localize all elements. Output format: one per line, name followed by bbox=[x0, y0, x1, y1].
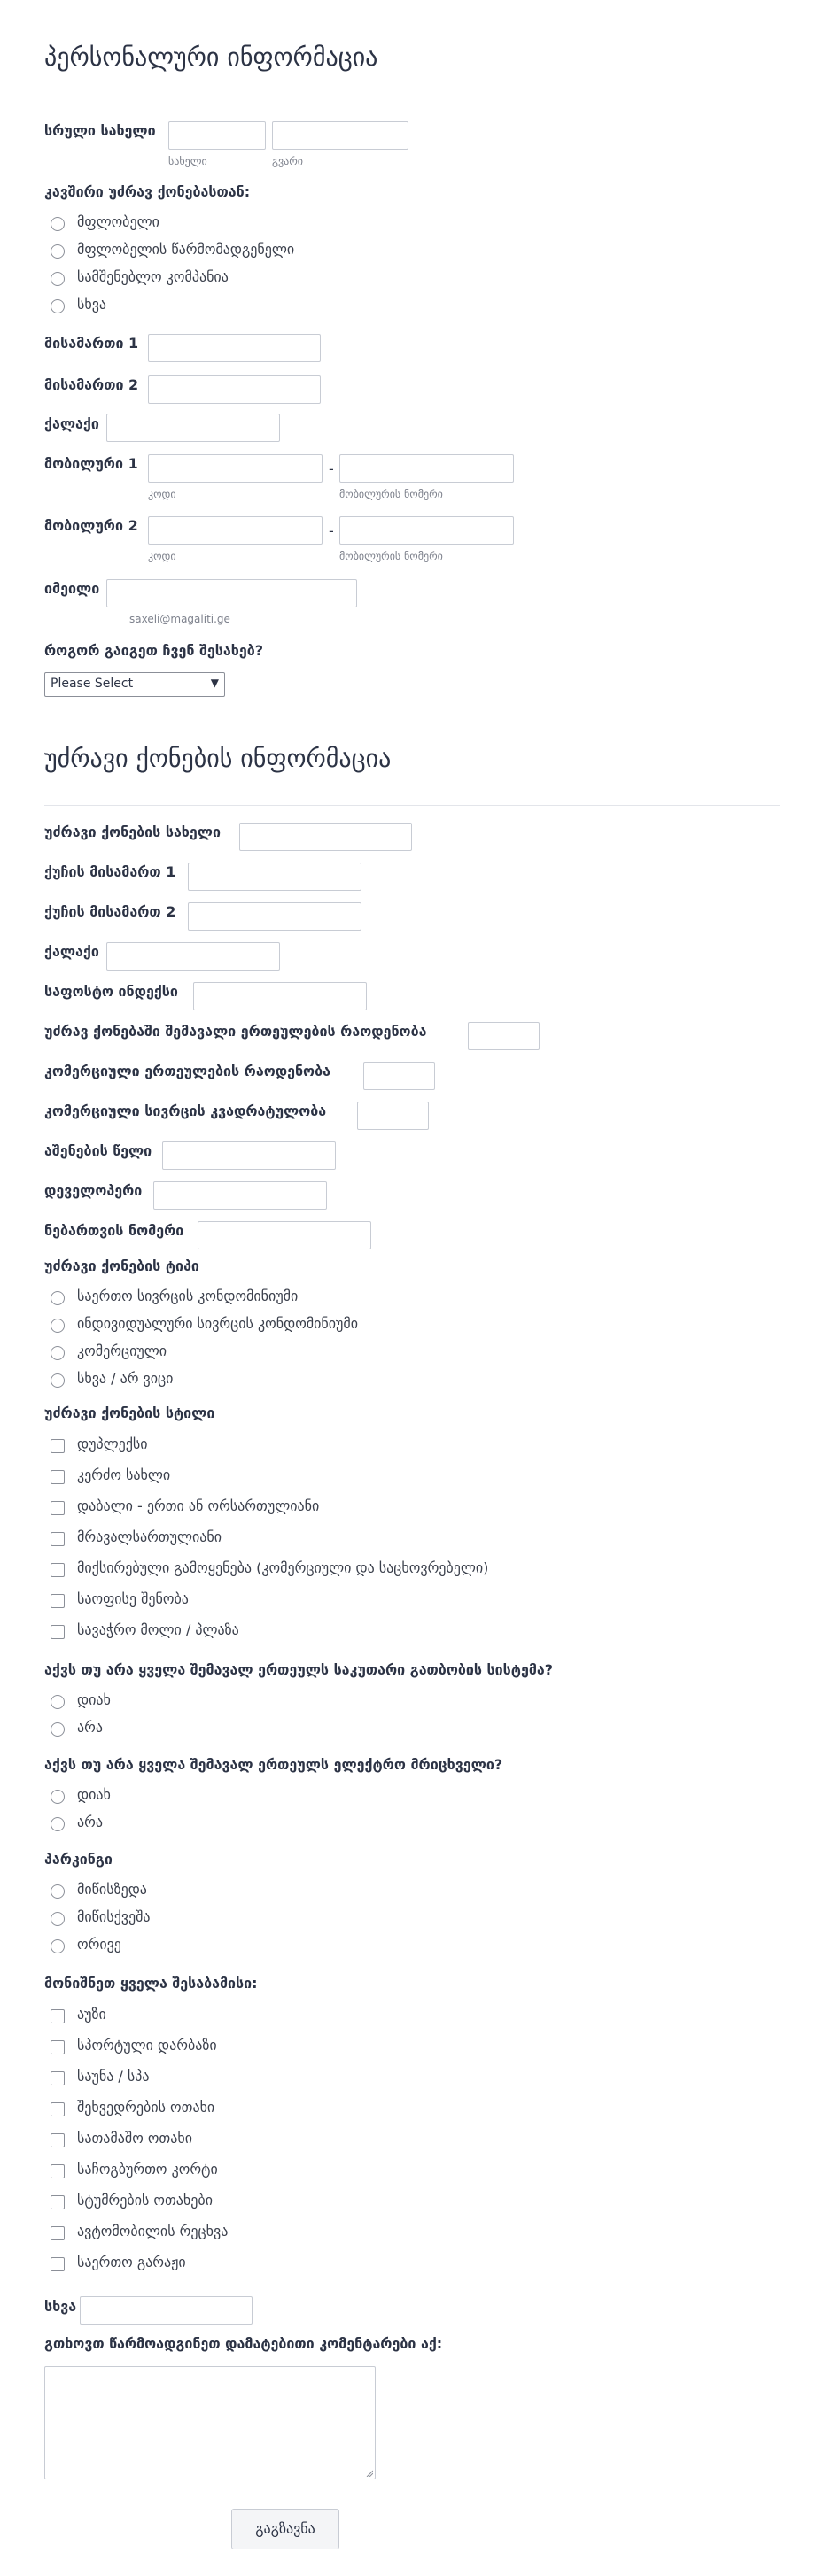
address2-label: მისამართი 2 bbox=[44, 376, 139, 393]
resize-grip-icon[interactable] bbox=[366, 2470, 373, 2477]
relation-radio-construction[interactable] bbox=[51, 272, 65, 286]
parking-radio-both[interactable] bbox=[51, 1939, 65, 1953]
last-name-sublabel: გვარი bbox=[272, 155, 303, 167]
street1-input[interactable] bbox=[188, 863, 361, 891]
type-radio-other[interactable] bbox=[51, 1373, 65, 1388]
city-label: ქალაქი bbox=[44, 415, 99, 432]
amenity-option-label: სათამაშო ოთახი bbox=[77, 2130, 193, 2147]
relation-radio-other[interactable] bbox=[51, 299, 65, 313]
parking-radio-under[interactable] bbox=[51, 1912, 65, 1926]
section-divider bbox=[44, 805, 780, 806]
mobile2-label: მობილური 2 bbox=[44, 517, 138, 534]
amenities-question: მონიშნეთ ყველა შესაბამისი: bbox=[44, 1975, 258, 1992]
mobile1-code-input[interactable] bbox=[148, 454, 323, 483]
type-radio-shared[interactable] bbox=[51, 1291, 65, 1305]
postal-input[interactable] bbox=[193, 982, 367, 1010]
commercial-units-input[interactable] bbox=[363, 1062, 435, 1090]
full-name-label: სრული სახელი bbox=[44, 122, 156, 139]
amenity-checkbox-meeting[interactable] bbox=[51, 2102, 65, 2116]
style-option-label: სავაჭრო მოლი / პლაზა bbox=[77, 1621, 239, 1638]
amenity-checkbox-gym[interactable] bbox=[51, 2040, 65, 2054]
amenity-option-label: შეხვედრების ოთახი bbox=[77, 2099, 215, 2116]
amenity-checkbox-tennis[interactable] bbox=[51, 2164, 65, 2178]
mobile1-label: მობილური 1 bbox=[44, 455, 138, 472]
amenity-option-label: სპორტული დარბაზი bbox=[77, 2037, 217, 2054]
permit-label: ნებართვის ნომერი bbox=[44, 1222, 184, 1239]
year-input[interactable] bbox=[162, 1141, 336, 1170]
street2-input[interactable] bbox=[188, 902, 361, 931]
mobile1-code-sublabel: კოდი bbox=[148, 488, 176, 500]
street2-label: ქუჩის მისამართ 2 bbox=[44, 903, 176, 920]
hear-select-value: Please Select bbox=[51, 677, 134, 691]
type-option-label: სხვა / არ ვიცი bbox=[77, 1370, 174, 1387]
postal-label: საფოსტო ინდექსი bbox=[44, 983, 178, 1000]
property-city-label: ქალაქი bbox=[44, 943, 99, 960]
parking-option-label: ორივე bbox=[77, 1936, 121, 1953]
email-sublabel: saxeli@magaliti.ge bbox=[129, 613, 230, 625]
first-name-sublabel: სახელი bbox=[168, 155, 207, 167]
meter-question: აქვს თუ არა ყველა შემავალ ერთეულს ელექტრო მრიცხველი? bbox=[44, 1756, 503, 1773]
heating-option-label: დიახ bbox=[77, 1691, 111, 1708]
mobile2-number-input[interactable] bbox=[339, 516, 514, 545]
mobile2-dash: - bbox=[329, 522, 334, 539]
style-question: უძრავი ქონების სტილი bbox=[44, 1404, 215, 1421]
relation-radio-owner[interactable] bbox=[51, 217, 65, 231]
mobile1-number-input[interactable] bbox=[339, 454, 514, 483]
mobile1-number-sublabel: მობილურის ნომერი bbox=[339, 488, 443, 500]
email-input[interactable] bbox=[106, 579, 357, 607]
style-option-label: დაბალი - ერთი ან ორსართულიანი bbox=[77, 1497, 320, 1514]
amenity-option-label: სტუმრების ოთახები bbox=[77, 2192, 213, 2209]
year-label: აშენების წელი bbox=[44, 1142, 152, 1159]
parking-option-label: მიწისზედა bbox=[77, 1881, 147, 1898]
amenity-option-label: ავტომობილის რეცხვა bbox=[77, 2223, 229, 2239]
other-label: სხვა bbox=[44, 2298, 77, 2315]
comments-question: გთხოვთ წარმოადგინეთ დამატებითი კომენტარები აქ: bbox=[44, 2335, 443, 2352]
submit-button[interactable]: გაგზავნა bbox=[231, 2509, 339, 2549]
developer-label: დეველოპერი bbox=[44, 1182, 143, 1199]
commercial-units-label: კომერციული ერთეულების რაოდენობა bbox=[44, 1063, 330, 1079]
amenity-checkbox-carwash[interactable] bbox=[51, 2226, 65, 2240]
other-input[interactable] bbox=[80, 2296, 253, 2325]
type-radio-commercial[interactable] bbox=[51, 1346, 65, 1360]
meter-option-label: არა bbox=[77, 1814, 103, 1830]
relation-option-label: სხვა bbox=[77, 296, 107, 313]
first-name-input[interactable] bbox=[168, 121, 266, 150]
parking-question: პარკინგი bbox=[44, 1851, 113, 1868]
style-option-label: მიქსირებული გამოყენება (კომერციული და საცხოვრებელი) bbox=[77, 1559, 489, 1576]
address1-input[interactable] bbox=[148, 334, 321, 362]
email-label: იმეილი bbox=[44, 580, 100, 597]
style-option-label: საოფისე შენობა bbox=[77, 1590, 189, 1607]
address2-input[interactable] bbox=[148, 375, 321, 404]
amenity-checkbox-guest[interactable] bbox=[51, 2195, 65, 2209]
amenity-option-label: საუნა / სპა bbox=[77, 2068, 150, 2085]
amenity-option-label: აუზი bbox=[77, 2006, 106, 2023]
relation-option-label: სამშენებლო კომპანია bbox=[77, 268, 229, 285]
style-option-label: დუპლექსი bbox=[77, 1435, 148, 1452]
type-question: უძრავი ქონების ტიპი bbox=[44, 1257, 199, 1274]
amenity-checkbox-garage[interactable] bbox=[51, 2257, 65, 2271]
style-checkbox-highrise[interactable] bbox=[51, 1532, 65, 1546]
style-checkbox-office[interactable] bbox=[51, 1594, 65, 1608]
parking-radio-above[interactable] bbox=[51, 1884, 65, 1899]
street1-label: ქუჩის მისამართ 1 bbox=[44, 863, 176, 880]
property-section-title: უძრავი ქონების ინფორმაცია bbox=[44, 744, 392, 773]
amenity-option-label: საჩოგბურთო კორტი bbox=[77, 2161, 218, 2178]
parking-option-label: მიწისქვეშა bbox=[77, 1908, 151, 1925]
property-name-input[interactable] bbox=[239, 823, 412, 851]
hear-select[interactable] bbox=[44, 672, 225, 697]
type-option-label: საერთო სივრცის კონდომინიუმი bbox=[77, 1288, 299, 1304]
type-option-label: კომერციული bbox=[77, 1342, 167, 1359]
commercial-sqft-label: კომერციული სივრცის კვადრატულობა bbox=[44, 1102, 327, 1119]
address1-label: მისამართი 1 bbox=[44, 335, 139, 352]
mobile1-dash: - bbox=[329, 460, 334, 477]
commercial-sqft-input[interactable] bbox=[357, 1102, 429, 1130]
style-option-label: კერძო სახლი bbox=[77, 1466, 171, 1483]
amenity-option-label: საერთო გარაჟი bbox=[77, 2254, 186, 2270]
heating-radio-no[interactable] bbox=[51, 1722, 65, 1737]
mobile2-code-sublabel: კოდი bbox=[148, 550, 176, 562]
heating-option-label: არა bbox=[77, 1719, 103, 1736]
amenity-checkbox-playroom[interactable] bbox=[51, 2133, 65, 2147]
style-checkbox-lowrise[interactable] bbox=[51, 1501, 65, 1515]
city-input[interactable] bbox=[106, 414, 280, 442]
style-checkbox-house[interactable] bbox=[51, 1470, 65, 1484]
chevron-down-icon: ▼ bbox=[210, 677, 219, 689]
hear-question: როგორ გაიგეთ ჩვენ შესახებ? bbox=[44, 642, 263, 659]
last-name-input[interactable] bbox=[272, 121, 408, 150]
meter-option-label: დიახ bbox=[77, 1786, 111, 1803]
heating-question: აქვს თუ არა ყველა შემავალ ერთეულს საკუთარი გათბობის სისტემა? bbox=[44, 1661, 554, 1678]
style-checkbox-mixed[interactable] bbox=[51, 1563, 65, 1577]
permit-input[interactable] bbox=[198, 1221, 371, 1249]
style-checkbox-duplex[interactable] bbox=[51, 1439, 65, 1453]
mobile2-number-sublabel: მობილურის ნომერი bbox=[339, 550, 443, 562]
developer-input[interactable] bbox=[153, 1181, 327, 1210]
style-checkbox-mall[interactable] bbox=[51, 1625, 65, 1639]
relation-radio-representative[interactable] bbox=[51, 244, 65, 259]
amenity-checkbox-sauna[interactable] bbox=[51, 2071, 65, 2085]
amenity-checkbox-pool[interactable] bbox=[51, 2009, 65, 2023]
mobile2-code-input[interactable] bbox=[148, 516, 323, 545]
relation-question: კავშირი უძრავ ქონებასთან: bbox=[44, 183, 251, 200]
units-input[interactable] bbox=[468, 1022, 540, 1050]
style-option-label: მრავალსართულიანი bbox=[77, 1528, 222, 1545]
meter-radio-yes[interactable] bbox=[51, 1790, 65, 1804]
relation-option-label: მფლობელის წარმომადგენელი bbox=[77, 241, 295, 258]
meter-radio-no[interactable] bbox=[51, 1817, 65, 1831]
comments-textarea[interactable] bbox=[44, 2366, 376, 2479]
heating-radio-yes[interactable] bbox=[51, 1695, 65, 1709]
property-name-label: უძრავი ქონების სახელი bbox=[44, 824, 221, 840]
units-label: უძრავ ქონებაში შემავალი ერთეულების რაოდენობა bbox=[44, 1023, 427, 1040]
type-option-label: ინდივიდუალური სივრცის კონდომინიუმი bbox=[77, 1315, 359, 1332]
relation-option-label: მფლობელი bbox=[77, 213, 159, 230]
property-city-input[interactable] bbox=[106, 942, 280, 971]
personal-section-title: პერსონალური ინფორმაცია bbox=[44, 43, 378, 72]
type-radio-individual[interactable] bbox=[51, 1319, 65, 1333]
